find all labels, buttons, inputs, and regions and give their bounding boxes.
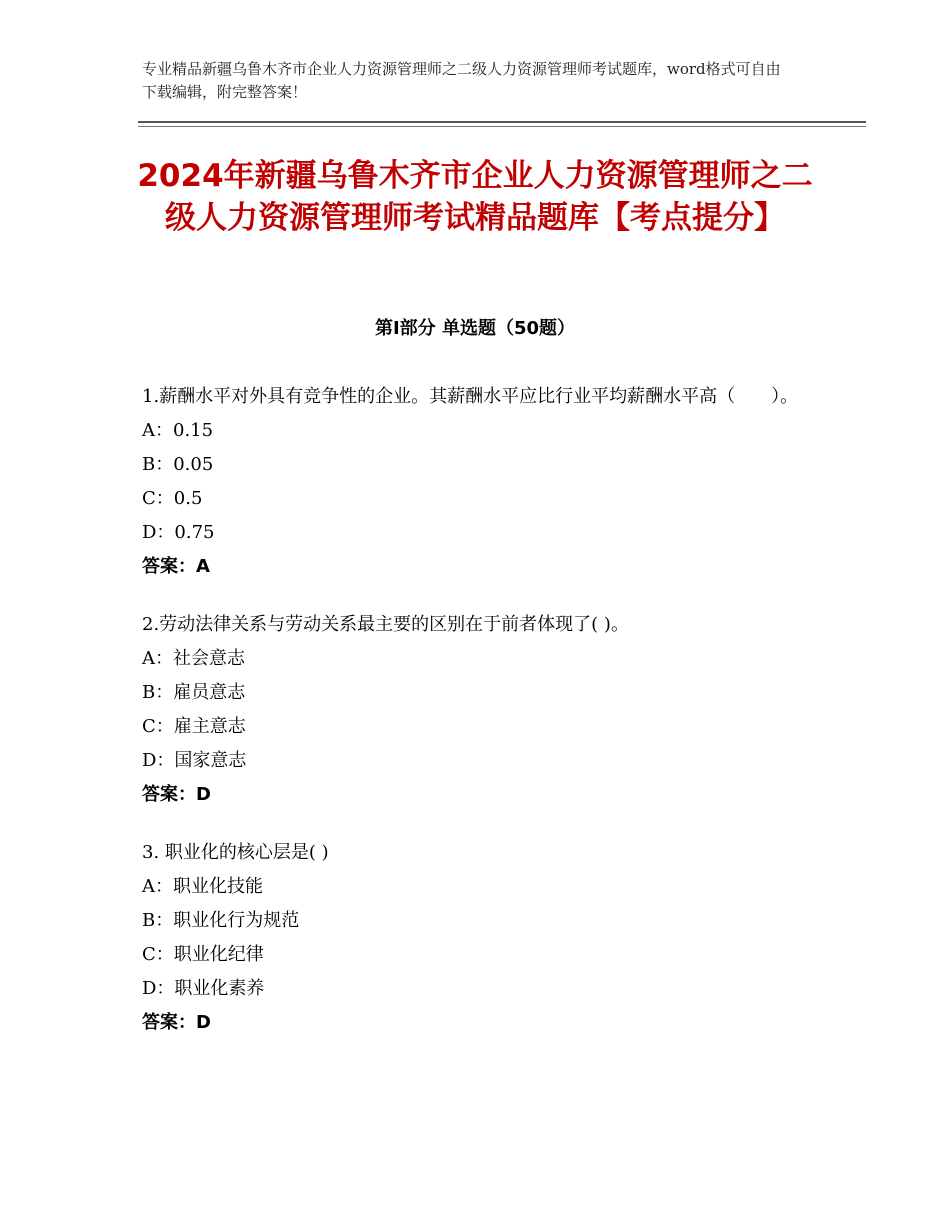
option-b: B：雇员意志: [142, 682, 246, 703]
question-stem: 1.薪酬水平对外具有竞争性的企业。其薪酬水平应比行业平均薪酬水平高（ ）。: [142, 386, 799, 407]
option-d: D：0.75: [142, 522, 215, 543]
header-note: 专业精品新疆乌鲁木齐市企业人力资源管理师之二级人力资源管理师考试题库，word格式可自由下载编辑，附完整答案！: [142, 60, 781, 101]
option-b: B：0.05: [142, 454, 214, 475]
option-a: A：0.15: [142, 420, 214, 441]
question-2: [142, 608, 822, 812]
option-d: D：国家意志: [142, 750, 247, 771]
document-title: 2024年新疆乌鲁木齐市企业人力资源管理师之二级人力资源管理师考试精品题库【考点提分】: [137, 158, 813, 236]
option-c: C：职业化纪律: [142, 944, 264, 965]
question-3: [142, 836, 822, 1040]
option-b: B：职业化行为规范: [142, 910, 300, 931]
header-divider-thin: [138, 126, 866, 127]
option-d: D：职业化素养: [142, 978, 265, 999]
question-list: [142, 380, 822, 1064]
question-stem: 2.劳动法律关系与劳动关系最主要的区别在于前者体现了( )。: [142, 614, 629, 635]
option-c: C：0.5: [142, 488, 203, 509]
answer: 答案：D: [142, 1012, 211, 1033]
question-1: [142, 380, 822, 584]
question-stem: 3. 职业化的核心层是( ): [142, 842, 329, 863]
answer: 答案：A: [142, 556, 210, 577]
option-a: A：社会意志: [142, 648, 245, 669]
option-a: A：职业化技能: [142, 876, 263, 897]
header-divider-thick: [138, 121, 866, 123]
answer: 答案：D: [142, 784, 211, 805]
section-title: 第Ⅰ部分 单选题（50题）: [374, 318, 575, 339]
option-c: C：雇主意志: [142, 716, 246, 737]
